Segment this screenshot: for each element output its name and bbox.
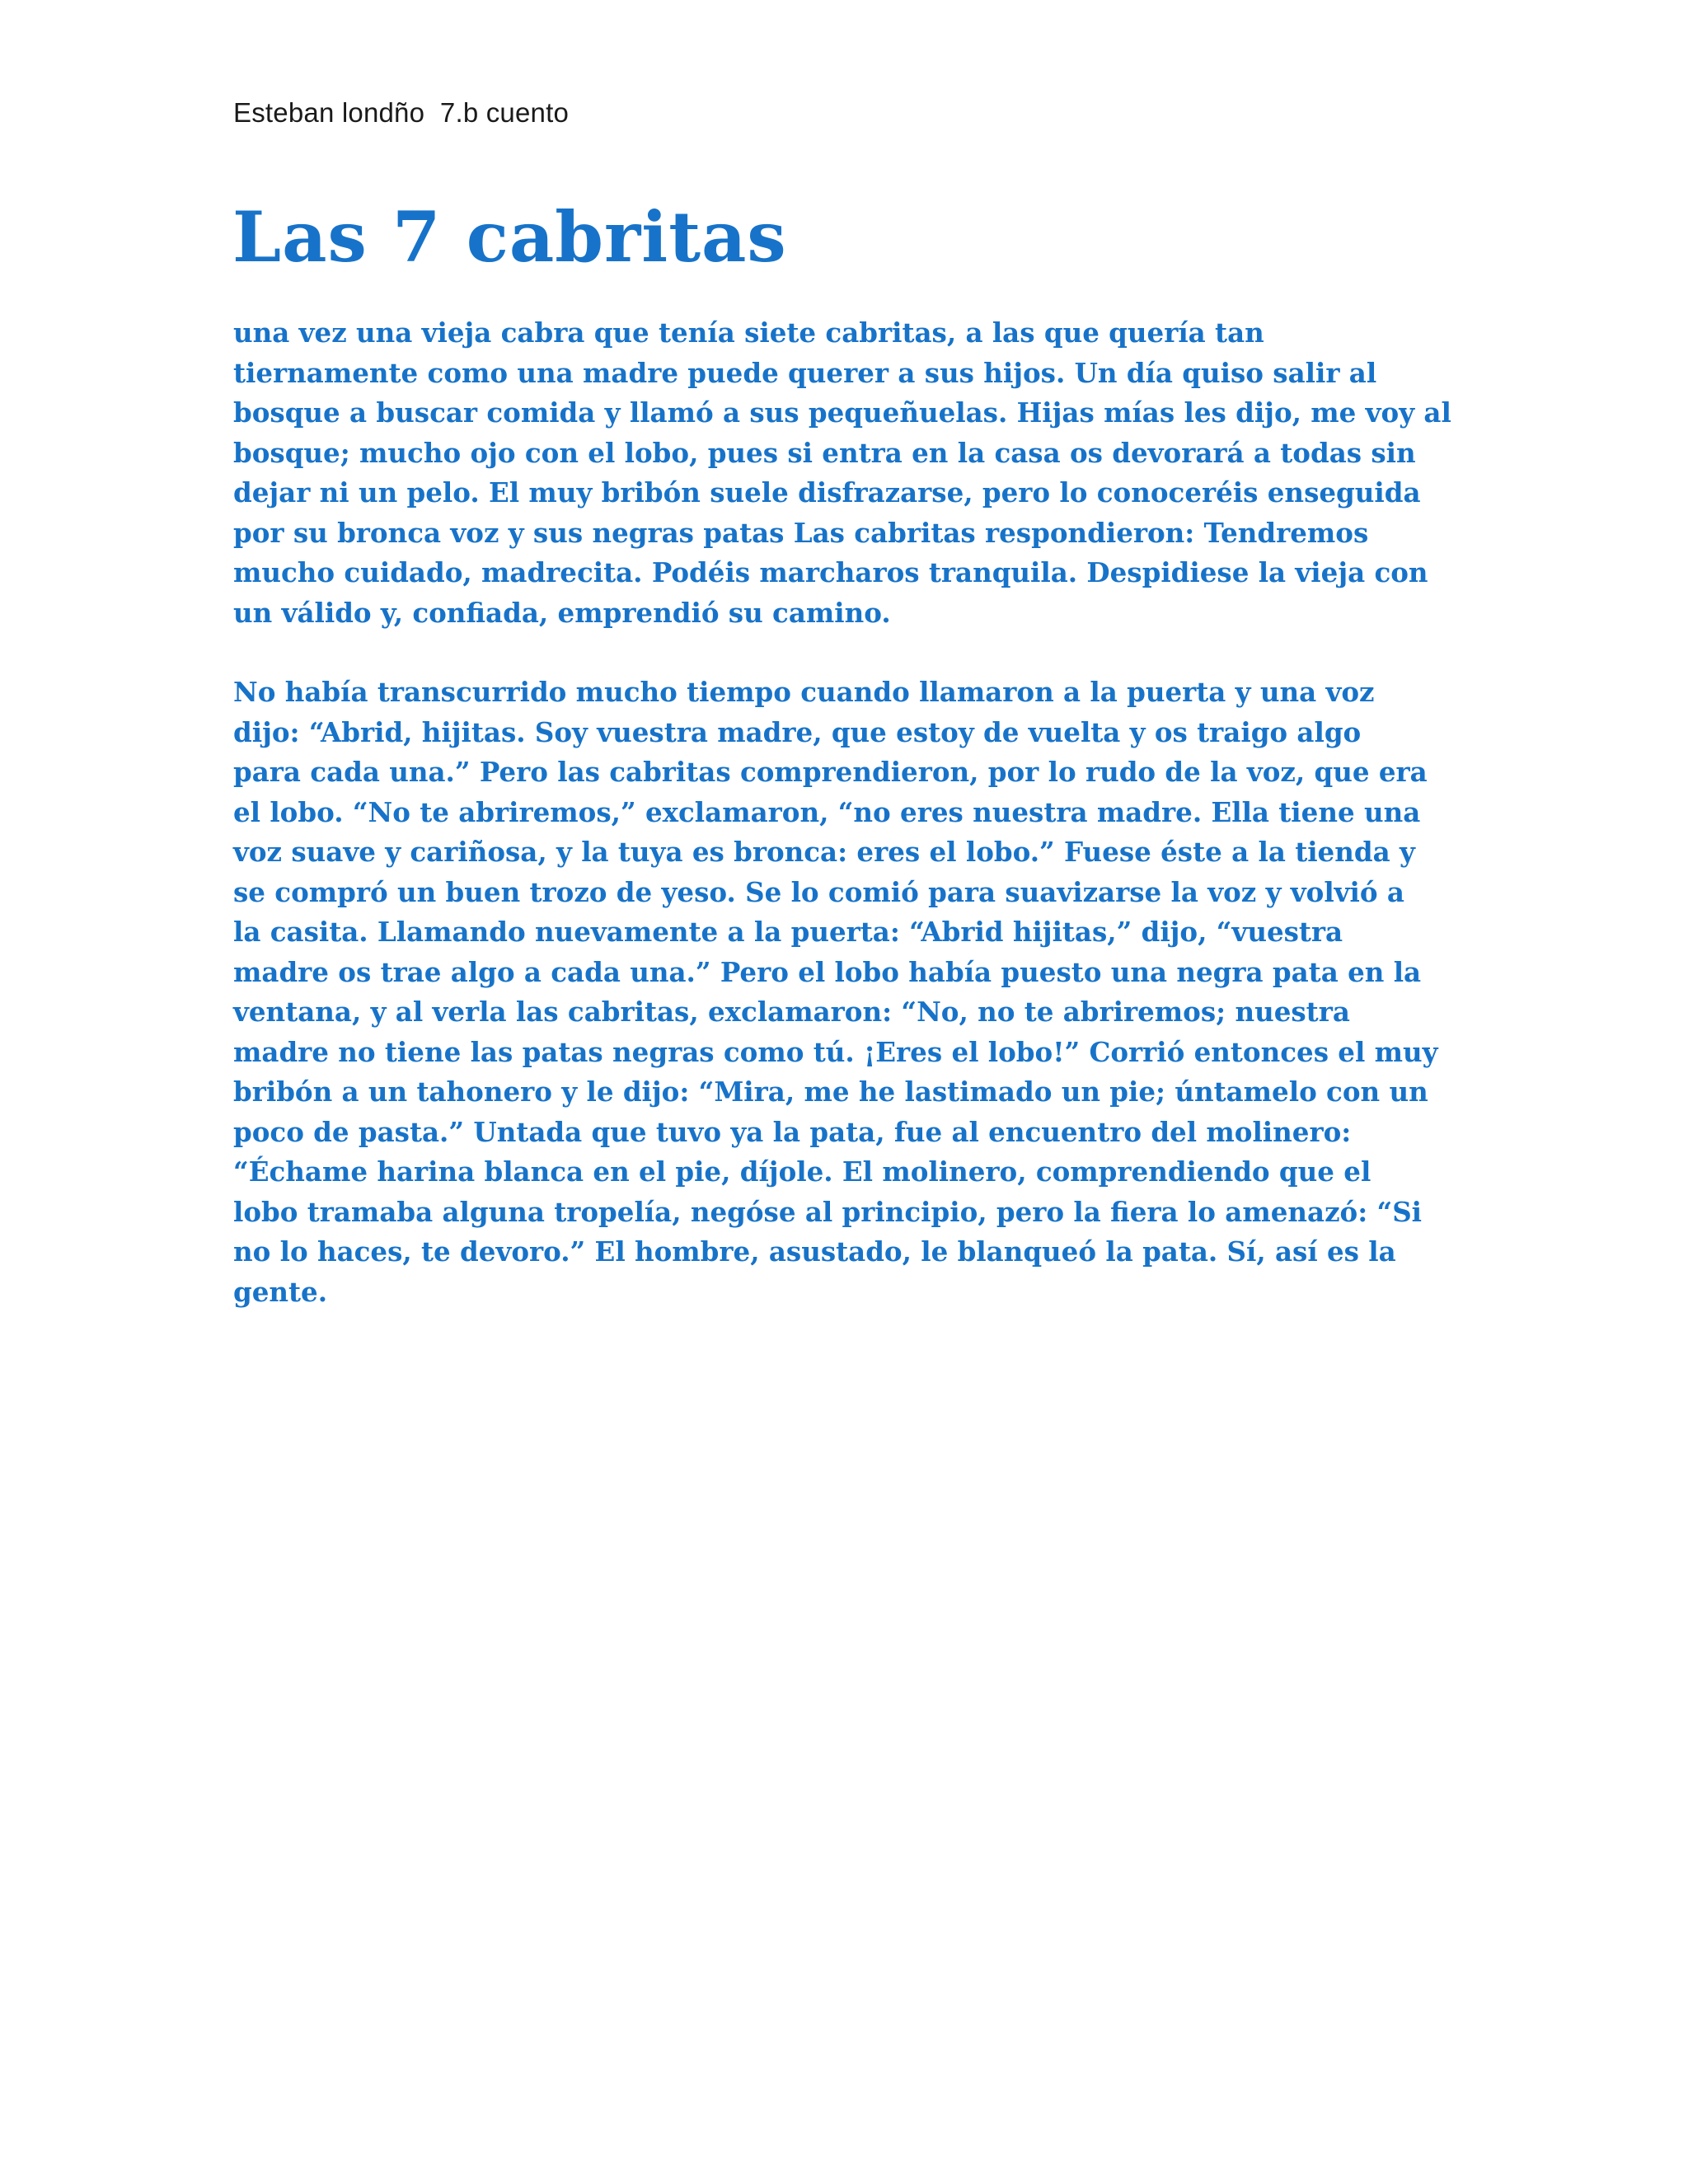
story-paragraph-1: una vez una vieja cabra que tenía siete cabritas, a las que quería tan tiernamente como una madre puede querer a sus hijos. Un día quiso salir al bosque a buscar comida y llamó a sus pequeñuelas. Hijas mías les dijo, me voy al bosque; mucho ojo con el lobo, pues si entra en la casa os devorará a todas sin dejar ni un pelo. El muy bribón suele disfrazarse, pero lo conoceréis enseguida por su bronca voz y sus negras patas Las cabritas respondieron: Tendremos mucho cuidado, madrecita. Podéis marcharos tranquila. Despidiese la vieja con un válido y, confiada, emprendió su camino. [233, 316, 1451, 629]
story-body [233, 313, 1470, 1312]
story-title: Las 7 cabritas [232, 196, 787, 278]
author-header: Esteban londño 7.b cuento [233, 97, 570, 128]
story-paragraph-2: No había transcurrido mucho tiempo cuando llamaron a la puerta y una voz dijo: “Abrid, hijitas. Soy vuestra madre, que estoy de vuelta y os traigo algo para cada una.” Pero las cabritas comprendieron, por lo rudo de la voz, que era el lobo. “No te abriremos,” exclamaron, “no eres nuestra madre. Ella tiene una voz suave y cariñosa, y la tuya es bronca: eres el lobo.” Fuese éste a la tienda y se compró un buen trozo de yeso. Se lo comió para suavizarse la voz y volvió a la casita. Llamando nuevamente a la puerta: “Abrid hijitas,” dijo, “vuestra madre os trae algo a cada una.” Pero el lobo había puesto una negra pata en la ventana, y al verla las cabritas, exclamaron: “No, no te abriremos; nuestra madre no tiene las patas negras como tú. ¡Eres el lobo!” Corrió entonces el muy bribón a un tahonero y le dijo: “Mira, me he lastimado un pie; úntamelo con un poco de pasta.” Untada que tuvo ya la pata, fue al encuentro del molinero: “Échame harina blanca en el pie, díjole. El molinero, comprendiendo que el lobo tramaba alguna tropelía, negóse al principio, pero la fiera lo amenazó: “Si no lo haces, te devoro.” El hombre, asustado, le blanqueó la pata. Sí, así es la gente. [233, 676, 1438, 1308]
